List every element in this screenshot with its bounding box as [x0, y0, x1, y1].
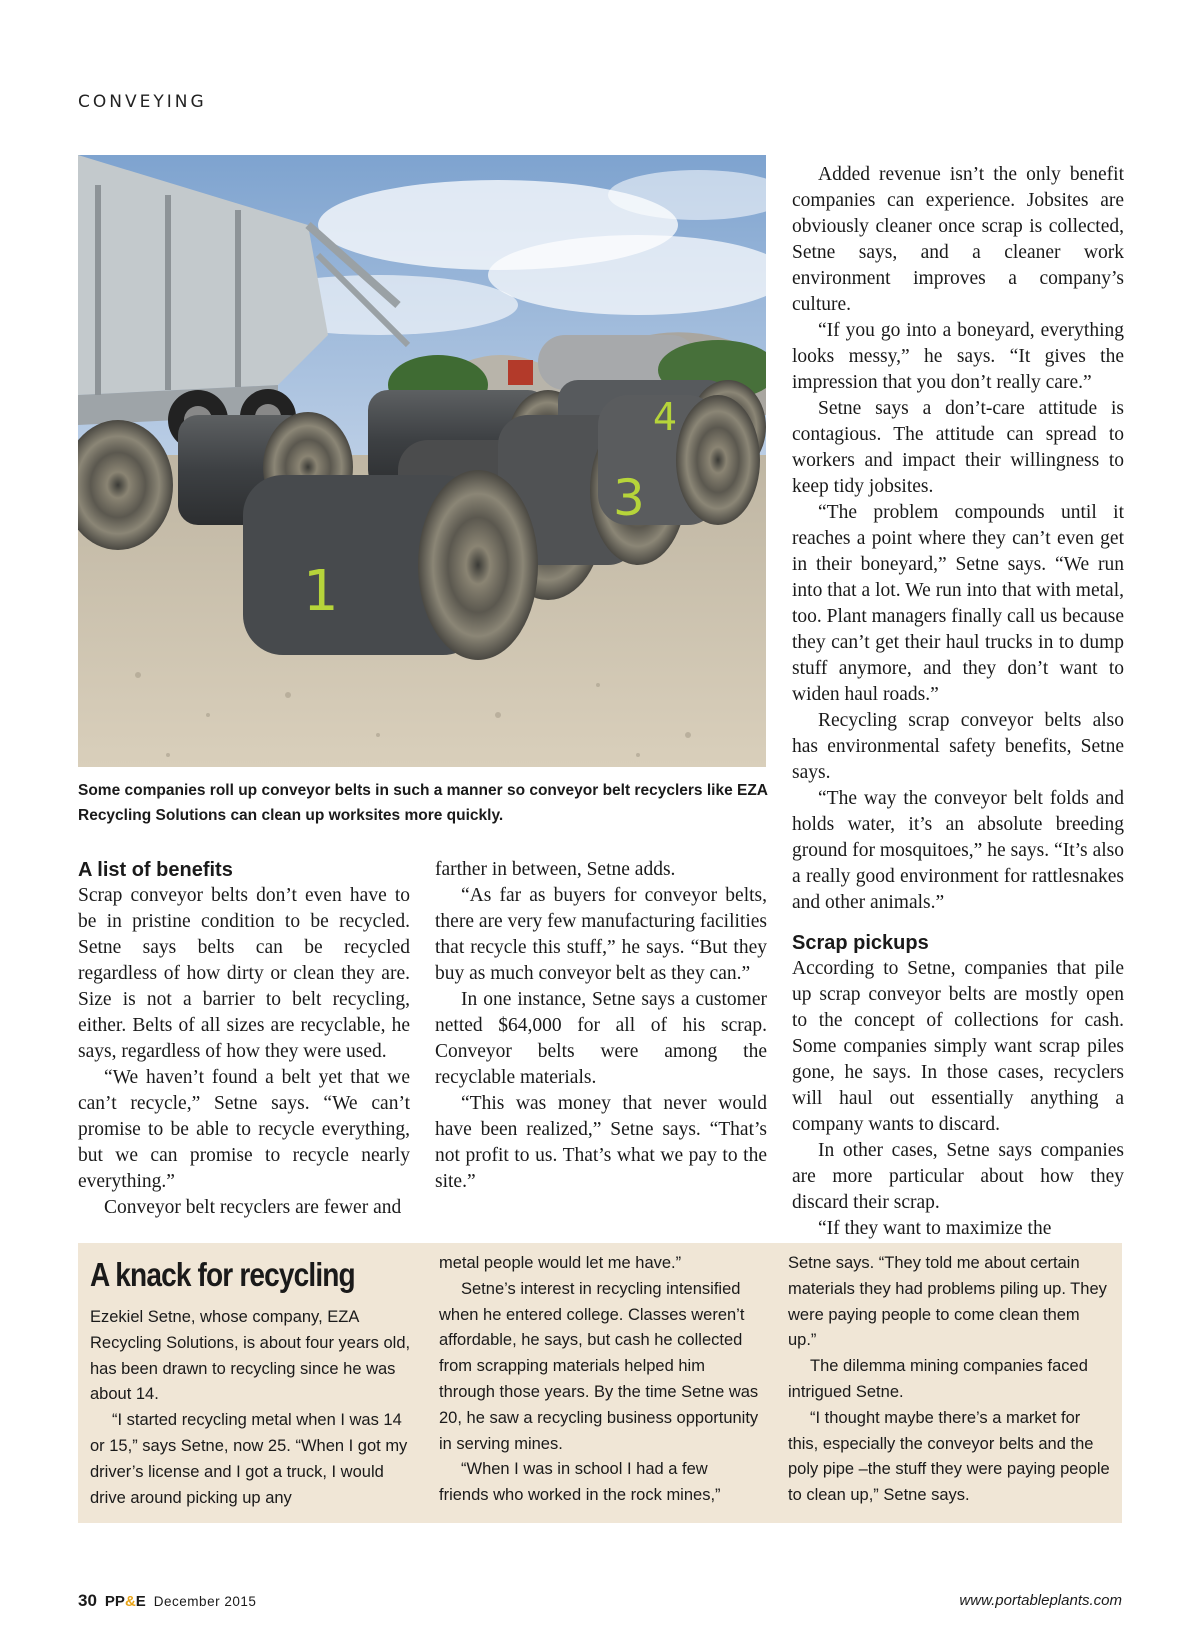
- paragraph: “The problem compounds until it reaches a point where they can’t even get in their boneyard,” Setne says. “We run into that a lot. We run into that with metal, too. Plant managers finally call us because they can’t get their haul trucks in to dump stuff anymore, and they don’t want to widen haul roads.”: [792, 502, 1124, 705]
- paragraph: Conveyor belt recyclers are fewer and: [104, 1197, 402, 1218]
- sidebar-paragraph: “I thought maybe there’s a market for this, especially the conveyor belts and the poly pipe –the stuff they were paying people to clean up,” Setne says.: [788, 1408, 1110, 1505]
- article-column-2: [435, 857, 767, 1195]
- photo-caption: Some companies roll up conveyor belts in such a manner so conveyor belt recyclers like EZA Recycling Solutions can clean up worksites more quickly.: [78, 782, 768, 824]
- magazine-name-ampersand: &: [124, 1593, 136, 1610]
- paragraph: “If you go into a boneyard, everything looks messy,” he says. “It gives the impression that you don’t really care.”: [792, 320, 1124, 393]
- paragraph: Recycling scrap conveyor belts also has environmental safety benefits, Setne says.: [792, 710, 1124, 783]
- roll-marking-3: 3: [613, 469, 645, 527]
- sidebar-paragraph: “When I was in school I had a few friends who worked in the rock mines,”: [439, 1460, 721, 1505]
- sidebar-column-1: [90, 1253, 412, 1511]
- paragraph: “The way the conveyor belt folds and holds water, it’s an absolute breeding ground for mosquitoes,” he says. “It’s also a really good environment for rattlesnakes and other animals.”: [792, 788, 1124, 913]
- sidebar-paragraph: The dilemma mining companies faced intrigued Setne.: [788, 1357, 1088, 1401]
- magazine-name-pp: PP: [104, 1593, 125, 1610]
- subheading-list-of-benefits: A list of benefits: [78, 859, 233, 881]
- sidebar-paragraph: Ezekiel Setne, whose company, EZA Recycling Solutions, is about four years old, has been drawn to recycling since he was about 14.: [90, 1308, 411, 1404]
- article-photo: [78, 155, 766, 767]
- website-url[interactable]: www.portableplants.com: [959, 1592, 1122, 1609]
- paragraph: According to Setne, companies that pile up scrap conveyor belts are mostly open to the concept of collections for cash. Some companies simply want scrap piles gone, he says. In those cases, recyclers will haul out essentially anything a company wants to discard.: [792, 958, 1124, 1135]
- sidebar-column-2: [439, 1251, 761, 1509]
- paragraph: “We haven’t found a belt yet that we can’t recycle,” Setne says. “We can’t promise to be able to recycle everything, but we can promise to recycle nearly everything.”: [78, 1067, 410, 1192]
- paragraph: Added revenue isn’t the only benefit companies can experience. Jobsites are obviously cleaner once scrap is collected, Setne says, and a cleaner work environment improves a company’s culture.: [792, 164, 1124, 315]
- page-number: 30: [78, 1591, 97, 1610]
- paragraph: “As far as buyers for conveyor belts, there are very few manufacturing facilities that recycle this stuff,” he says. “But they buy as much conveyor belt as they can.”: [435, 885, 767, 984]
- paragraph: “If they want to maximize the: [818, 1218, 1052, 1239]
- paragraph: Scrap conveyor belts don’t even have to be in pristine condition to be recycled. Setne says belts can be recycled regardless of how dirty or clean they are. Size is not a barrier to belt recycling, either. Belts of all sizes are recyclable, he says, regardless of how they were used.: [78, 885, 410, 1062]
- paragraph: “This was money that never would have been realized,” Setne says. “That’s not profit to us. That’s what we pay to the site.”: [435, 1093, 767, 1192]
- sidebar-box: [78, 1243, 1122, 1523]
- sidebar-paragraph: metal people would let me have.”: [439, 1254, 682, 1272]
- article-column-3: [792, 162, 1124, 1242]
- issue-date: December 2015: [153, 1594, 257, 1609]
- paragraph: In other cases, Setne says companies are more particular about how they discard their scrap.: [792, 1140, 1124, 1213]
- sidebar-paragraph: “I started recycling metal when I was 14 or 15,” says Setne, now 25. “When I got my driver’s license and I got a truck, I would drive around picking up any: [90, 1411, 408, 1507]
- paragraph: farther in between, Setne adds.: [435, 859, 676, 880]
- sidebar-title: A knack for recycling: [90, 1256, 355, 1293]
- roll-marking-1: 1: [303, 559, 339, 624]
- paragraph: In one instance, Setne says a customer netted $64,000 for all of his scrap. Conveyor belts were among the recyclable materials.: [435, 989, 767, 1088]
- sidebar-paragraph: Setne’s interest in recycling intensified when he entered college. Classes weren’t affordable, he says, but cash he collected from scrapping materials helped him through those years. By the time Setne was 20, he saw a recycling business opportunity in serving mines.: [439, 1279, 759, 1453]
- section-label: CONVEYING: [78, 92, 207, 112]
- sidebar-paragraph: Setne says. “They told me about certain materials they had problems piling up. They were paying people to come clean them up.”: [788, 1254, 1107, 1350]
- article-column-1: [78, 857, 410, 1221]
- footer-folio: [78, 1591, 256, 1611]
- subheading-scrap-pickups: Scrap pickups: [792, 932, 929, 954]
- paragraph: Setne says a don’t-care attitude is contagious. The attitude can spread to workers and impact their willingness to keep tidy jobsites.: [792, 398, 1124, 497]
- magazine-name-e: E: [135, 1593, 146, 1610]
- roll-marking-4: 4: [653, 395, 678, 439]
- sidebar-column-3: [788, 1251, 1110, 1509]
